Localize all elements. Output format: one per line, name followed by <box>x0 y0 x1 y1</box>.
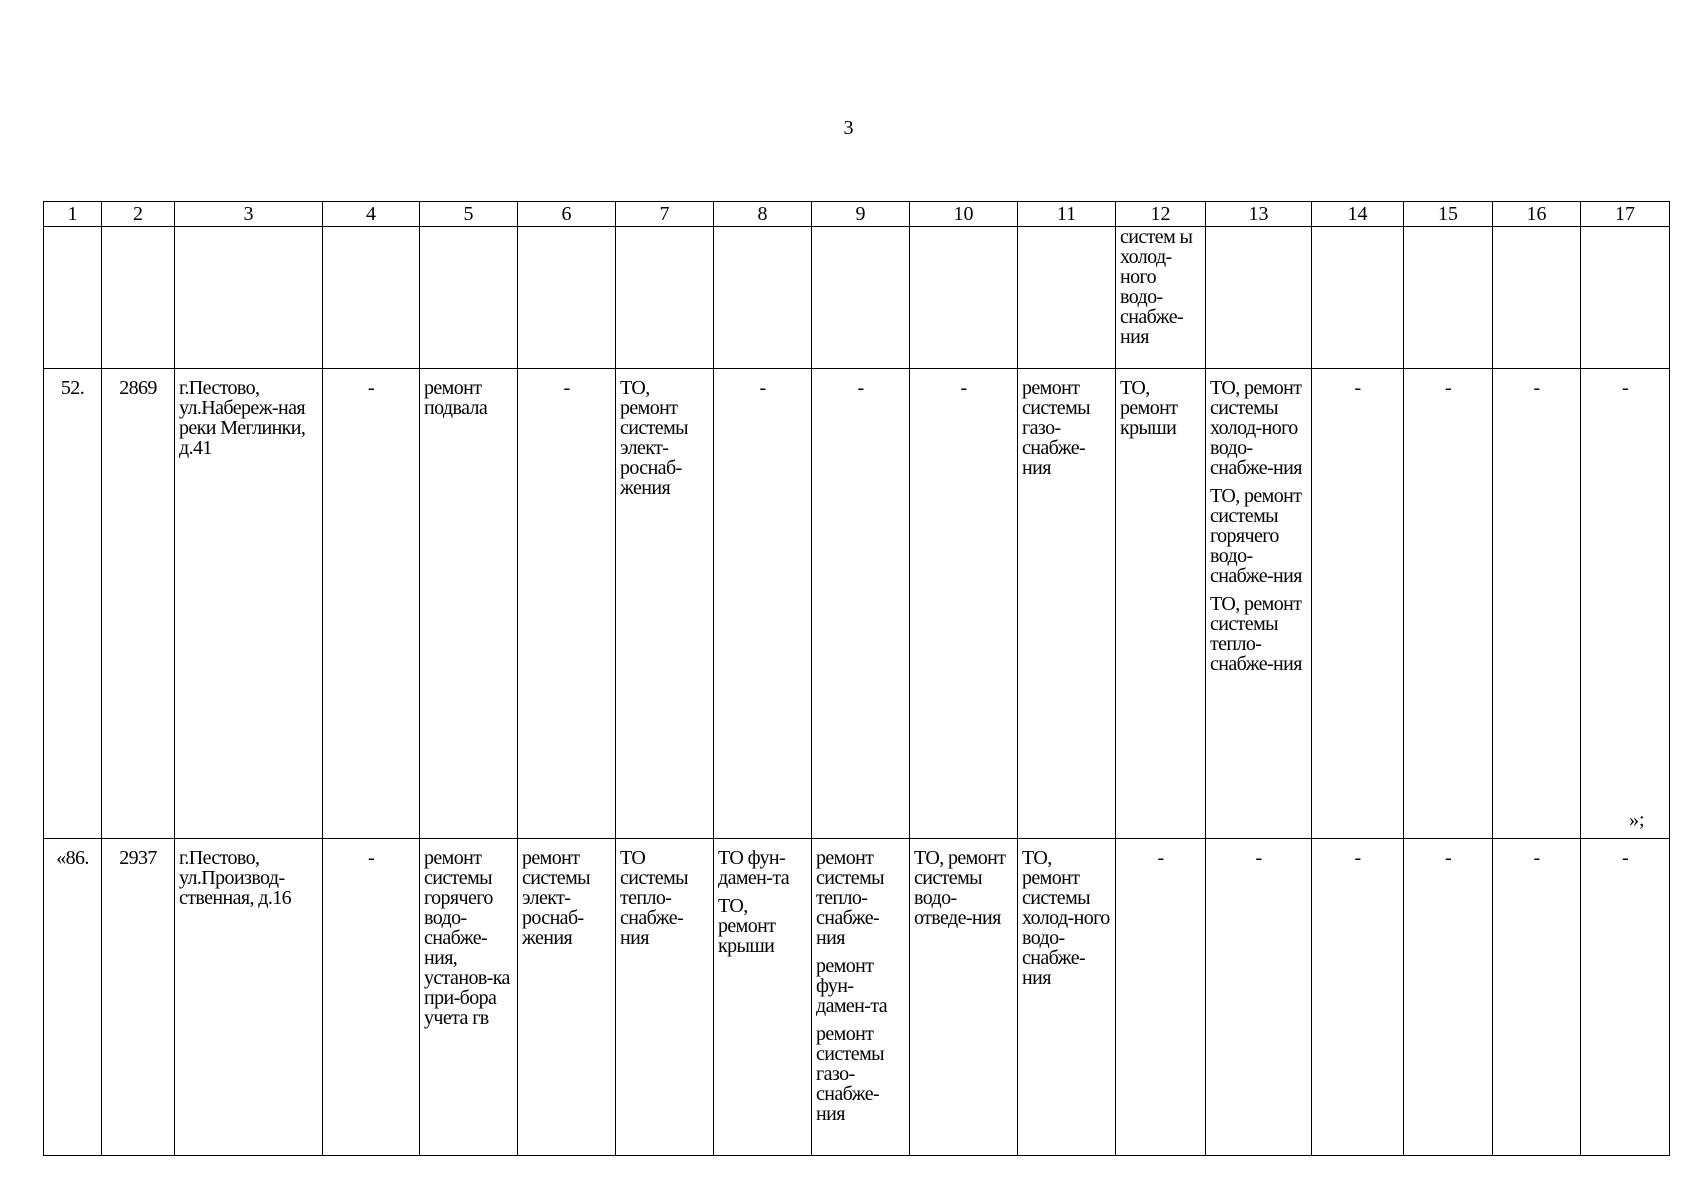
address-cell: г.Пестово, ул.Набереж-ная реки Меглинки, д.41 <box>175 369 323 839</box>
table-row-86 <box>44 839 1670 1156</box>
work-item: ТО, ремонт системы тепло-снабже-ния <box>1210 593 1302 675</box>
table-header-row <box>44 202 1670 227</box>
table-cell <box>616 227 714 369</box>
header-cell: 9 <box>812 202 910 227</box>
work-item: ремонт системы тепло-снабже-ния <box>816 847 884 949</box>
table-cell <box>714 227 812 369</box>
header-cell: 6 <box>518 202 616 227</box>
row-number-cell: 52. <box>44 369 102 839</box>
repair-plan-table <box>43 201 1670 1156</box>
table-cell <box>323 227 420 369</box>
table-cell <box>44 227 102 369</box>
row-number-cell: «86. <box>44 839 102 1156</box>
table-cell <box>1206 227 1312 369</box>
table-cell: ремонт системы элект-роснаб-жения <box>518 839 616 1156</box>
table-cell <box>1404 227 1493 369</box>
table-cell <box>812 839 910 1156</box>
table-cell <box>1206 369 1312 839</box>
table-cell <box>420 227 518 369</box>
table-cell: ремонт системы горячего водо-снабже-ния, установ-ка при-бора учета гв <box>420 839 518 1156</box>
house-id-cell: 2937 <box>102 839 175 1156</box>
header-cell: 14 <box>1312 202 1404 227</box>
work-item: ремонт фун-дамен-та <box>816 955 888 1017</box>
header-cell: 10 <box>910 202 1018 227</box>
table-cell: ремонт подвала <box>420 369 518 839</box>
table-row-52 <box>44 369 1670 839</box>
header-cell: 1 <box>44 202 102 227</box>
table-cell <box>1018 227 1116 369</box>
header-cell: 5 <box>420 202 518 227</box>
table-cell: - <box>1493 369 1581 839</box>
header-cell: 12 <box>1116 202 1206 227</box>
table-cell <box>910 227 1018 369</box>
table-cell: - <box>1404 839 1493 1156</box>
header-cell: 13 <box>1206 202 1312 227</box>
table-cell: - <box>323 369 420 839</box>
header-cell: 15 <box>1404 202 1493 227</box>
header-cell: 11 <box>1018 202 1116 227</box>
header-cell: 2 <box>102 202 175 227</box>
table-cell: - <box>1581 369 1670 839</box>
table-cell <box>812 227 910 369</box>
table-cell: ТО, ремонт крыши <box>1116 369 1206 839</box>
table-cell: - <box>1312 839 1404 1156</box>
address-cell: г.Пестово, ул.Производ-ственная, д.16 <box>175 839 323 1156</box>
continuation-row <box>44 227 1670 369</box>
table-cell: - <box>812 369 910 839</box>
header-cell: 3 <box>175 202 323 227</box>
table-cell: ремонт системы газо-снабже-ния <box>1018 369 1116 839</box>
table-cell: - <box>1581 839 1670 1156</box>
work-item: ТО, ремонт системы холод-ного водо-снабже-ния <box>1210 377 1302 479</box>
table-cell: - <box>1116 839 1206 1156</box>
header-cell: 8 <box>714 202 812 227</box>
table-cell <box>1581 227 1670 369</box>
table-cell: - <box>323 839 420 1156</box>
table-cell: - <box>1206 839 1312 1156</box>
table-cell: ТО, ремонт системы элект-роснаб-жения <box>616 369 714 839</box>
table-cell: ТО системы тепло-снабже-ния <box>616 839 714 1156</box>
table-cell <box>102 227 175 369</box>
work-item: ТО, ремонт системы горячего водо-снабже-ния <box>1210 485 1302 587</box>
header-cell: 16 <box>1493 202 1581 227</box>
table-cell: - <box>910 369 1018 839</box>
work-item: ТО фун-дамен-та <box>718 847 790 889</box>
page-number: 3 <box>843 117 854 139</box>
table-cell: - <box>714 369 812 839</box>
work-item: ремонт системы газо-снабже-ния <box>816 1023 884 1125</box>
header-cell: 17 <box>1581 202 1670 227</box>
table-cell: ТО, ремонт системы водо-отведе-ния <box>910 839 1018 1156</box>
table-cell <box>714 839 812 1156</box>
table-cell <box>175 227 323 369</box>
table-cell: - <box>1312 369 1404 839</box>
closing-quote-mark: »; <box>1629 809 1645 831</box>
table-cell: ТО, ремонт системы холод-ного водо-снабже-ния <box>1018 839 1116 1156</box>
header-cell: 4 <box>323 202 420 227</box>
header-cell: 7 <box>616 202 714 227</box>
table-cell <box>1312 227 1404 369</box>
house-id-cell: 2869 <box>102 369 175 839</box>
table-cell <box>1493 227 1581 369</box>
table-cell: - <box>518 369 616 839</box>
table-cell: - <box>1493 839 1581 1156</box>
continuation-cell: систем ы холод-ного водо-снабже-ния <box>1116 227 1206 369</box>
table-cell: - <box>1404 369 1493 839</box>
table-cell <box>518 227 616 369</box>
work-item: ТО, ремонт крыши <box>718 895 776 957</box>
